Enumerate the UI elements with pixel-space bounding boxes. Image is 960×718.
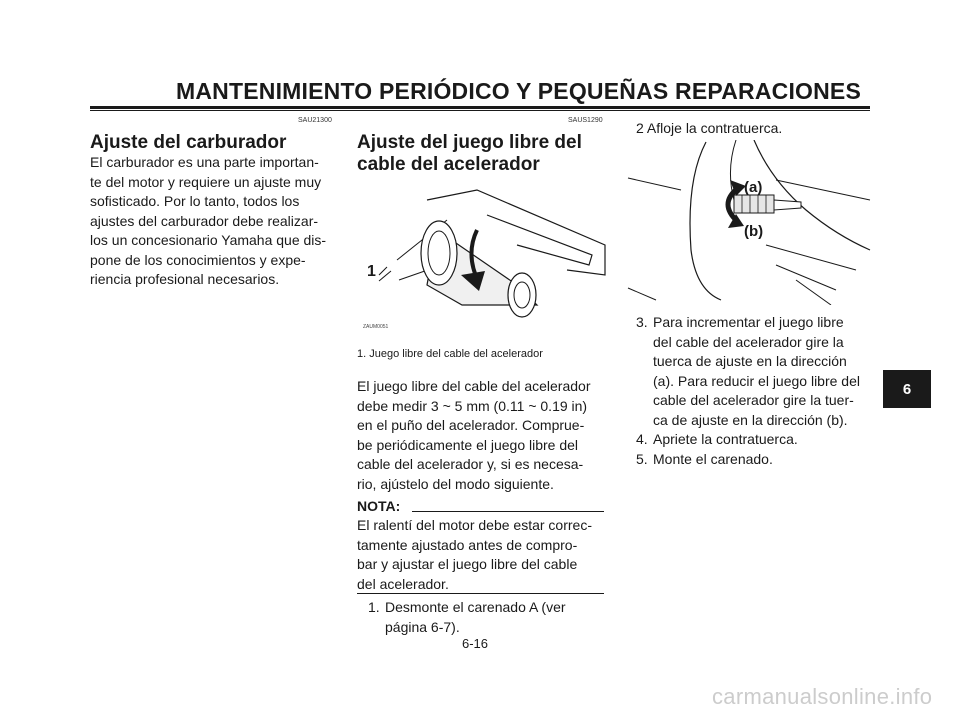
section-code-throttle: SAUS1290 — [568, 117, 603, 124]
step-1 — [368, 598, 604, 637]
text-line: bar y ajustar el juego libre del cable — [357, 556, 578, 572]
step-text: tuerca de ajuste en la dirección — [653, 353, 847, 369]
step-text: cable del acelerador gire la tuer- — [653, 392, 854, 408]
text-line: El carburador es una parte importan- — [90, 154, 319, 170]
step-number: 1. — [368, 599, 380, 615]
step-text: Monte el carenado. — [653, 451, 773, 467]
text-line: El ralentí del motor debe estar correc- — [357, 517, 592, 533]
nota-body — [357, 516, 603, 594]
figure-callout-1: 1 — [367, 263, 376, 280]
text-line: be periódicamente el juego libre del — [357, 436, 579, 453]
header-rule — [90, 106, 870, 109]
label-direction-b: (b) — [744, 223, 764, 240]
text-line: cable del acelerador y, si es necesa- — [357, 456, 584, 472]
chapter-tab: 6 — [883, 370, 931, 408]
text-line: pone de los conocimientos y expe- — [90, 251, 306, 268]
step-number: 4. — [636, 431, 648, 447]
step-text: Apriete la contratuerca. — [653, 431, 798, 447]
step-text: ca de ajuste en la dirección (b). — [653, 411, 848, 428]
heading-throttle-line-2: cable del acelerador — [357, 154, 540, 175]
throttle-grip-illustration — [357, 185, 607, 335]
text-line: riencia profesional necesarios. — [90, 271, 280, 287]
step-text: Para incrementar el juego libre — [653, 314, 844, 330]
text-line: sofisticado. Por lo tanto, todos los — [90, 193, 300, 209]
page-header-title: MANTENIMIENTO PERIÓDICO Y PEQUEÑAS REPARACIONES — [176, 78, 862, 104]
text-line: ajustes del carburador debe realizar- — [90, 212, 319, 229]
text-line: El juego libre del cable del acelerador — [357, 378, 591, 394]
text-line: debe medir 3 ~ 5 mm (0.11 ~ 0.19 in) — [357, 397, 588, 414]
label-direction-a: (a) — [744, 179, 763, 196]
text-line: te del motor y requiere un ajuste muy — [90, 173, 322, 190]
paragraph-throttle — [357, 377, 603, 494]
header-rule-thin — [90, 110, 870, 111]
text-line: del acelerador. — [357, 575, 449, 592]
step-4 — [636, 430, 870, 450]
step-text: (a). Para reducir el juego libre del — [653, 372, 860, 389]
figure-code: ZAUM0051 — [363, 324, 389, 330]
heading-throttle-line-1: Ajuste del juego libre del — [357, 132, 582, 153]
text-line: los un concesionario Yamaha que dis- — [90, 232, 327, 248]
page-number: 6-16 — [462, 636, 489, 651]
step-text: Desmonte el carenado A (ver — [385, 599, 566, 615]
figure-caption: 1. Juego libre del cable del acelerador — [357, 348, 543, 360]
watermark-text: carmanualsonline.info — [712, 684, 933, 709]
text-line: tamente ajustado antes de compro- — [357, 536, 578, 553]
text-line: en el puño del acelerador. Comprue- — [357, 417, 585, 433]
heading-carburetor: Ajuste del carburador — [90, 132, 287, 153]
step-3 — [636, 313, 870, 430]
step-5 — [636, 450, 870, 470]
nota-label: NOTA: — [357, 498, 401, 514]
step-2: 2 Afloje la contratuerca. — [636, 120, 783, 136]
section-code-carburetor: SAU21300 — [298, 117, 332, 124]
step-text: del cable del acelerador gire la — [653, 333, 844, 350]
text-line: rio, ajústelo del modo siguiente. — [357, 475, 554, 492]
adjuster-nut-illustration — [626, 140, 872, 305]
nota-rule-bottom — [357, 593, 604, 594]
nota-rule-top — [412, 511, 604, 512]
step-number: 3. — [636, 314, 648, 330]
paragraph-carburetor — [90, 153, 336, 290]
step-text: página 6-7). — [385, 618, 460, 635]
step-number: 5. — [636, 451, 648, 467]
